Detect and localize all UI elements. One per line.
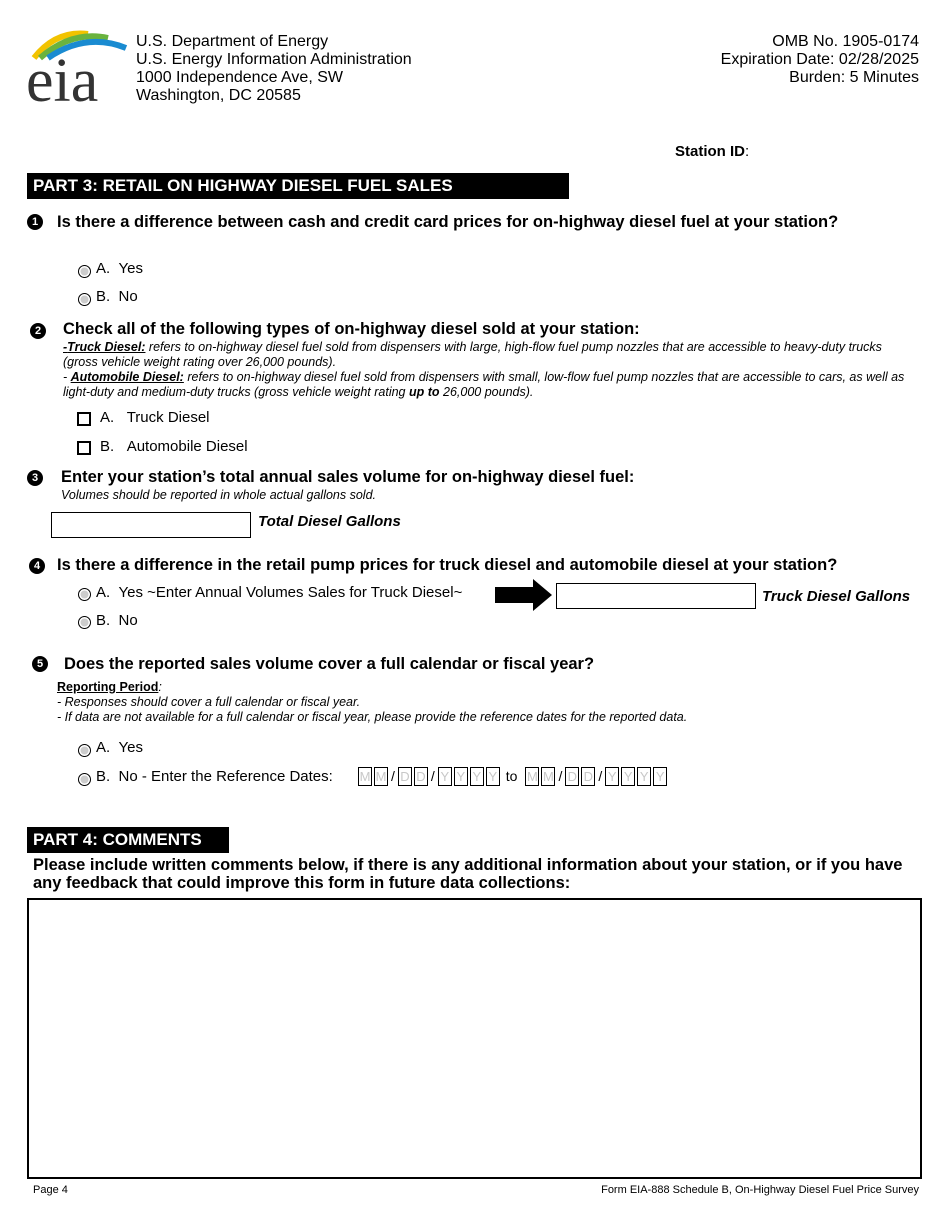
q1-text: Is there a difference between cash and credit card prices for on-highway diesel fuel at your station? <box>57 213 839 231</box>
def-term: Truck Diesel: <box>67 340 146 354</box>
def-bold: up to <box>408 385 440 399</box>
option-letter: B. <box>100 438 115 455</box>
end-day-digit[interactable]: D <box>581 767 595 786</box>
date-slash: / <box>391 768 395 784</box>
reporting-period-note: - Responses should cover a full calendar or fiscal year. <box>57 695 361 709</box>
q4-option-a <box>96 584 462 601</box>
start-month-digit[interactable]: M <box>375 769 387 784</box>
station-id <box>675 143 749 160</box>
q3-number: 3 <box>27 470 43 486</box>
omb-line: Expiration Date: 02/28/2025 <box>720 51 919 68</box>
def-text: 26,000 pounds). <box>439 385 534 399</box>
start-day-digit[interactable]: D <box>414 767 428 786</box>
agency-line: Washington, DC 20585 <box>136 87 301 104</box>
q1-option-a <box>96 260 143 277</box>
q2-option-a <box>100 409 210 426</box>
q3-note: Volumes should be reported in whole actual gallons sold. <box>61 488 377 502</box>
q1-option-b <box>96 288 138 305</box>
comments-textarea[interactable] <box>27 898 922 1179</box>
q4-option-b <box>96 612 138 629</box>
option-label: No <box>118 288 138 305</box>
def-prefix: - <box>63 370 71 384</box>
def-term: Automobile Diesel: <box>70 370 184 384</box>
option-letter: B. <box>96 768 111 785</box>
start-day-digit[interactable]: D <box>398 767 412 786</box>
form-name: Form EIA-888 Schedule B, On-Highway Diesel Fuel Price Survey <box>601 1184 919 1196</box>
total-diesel-gallons-input[interactable] <box>51 512 251 538</box>
option-letter: B. <box>96 612 111 629</box>
start-year-digit[interactable]: Y <box>438 767 452 786</box>
end-month-digit[interactable]: M <box>543 769 554 784</box>
q2-number: 2 <box>30 323 46 339</box>
q4-text: Is there a difference in the retail pump prices for truck diesel and automobile diesel at your station? <box>57 556 838 574</box>
option-letter: A. <box>100 409 115 426</box>
omb-line: Burden: 5 Minutes <box>789 69 919 86</box>
q5-number: 5 <box>32 656 48 672</box>
q2-definitions <box>63 340 913 400</box>
q5-reporting-period <box>57 680 917 725</box>
q4-option-a-radio[interactable] <box>78 588 91 601</box>
q5-option-b-radio[interactable] <box>78 773 91 786</box>
def-text: refers to on-highway diesel fuel sold from dispensers with small, low-flow fuel pump nozzles that are accessible to cars, as well as light-duty and medium-duty trucks (gross vehicle weight rating <box>63 370 905 399</box>
omb-info <box>721 33 919 87</box>
end-year-digit[interactable]: Y <box>637 767 651 786</box>
start-year-digit[interactable]: Y <box>486 767 500 786</box>
q2-option-a-checkbox[interactable] <box>77 412 91 426</box>
page-number: Page 4 <box>33 1184 68 1196</box>
end-year-digit[interactable]: Y <box>653 767 667 786</box>
arrow-right-icon <box>495 578 553 617</box>
q2-option-b-checkbox[interactable] <box>77 441 91 455</box>
end-year-digit[interactable]: Y <box>605 767 619 786</box>
option-letter: A. <box>96 260 111 277</box>
option-letter: A. <box>96 584 111 601</box>
reporting-period-note: - If data are not available for a full calendar or fiscal year, please provide the reference dates for the reported data. <box>57 710 688 724</box>
q2-option-b <box>100 438 248 455</box>
truck-diesel-gallons-label: Truck Diesel Gallons <box>762 588 911 605</box>
agency-line: 1000 Independence Ave, SW <box>136 69 343 86</box>
q5-option-b <box>96 768 333 785</box>
agency-address <box>136 33 412 105</box>
start-year-digit[interactable]: Y <box>470 767 484 786</box>
q5-text: Does the reported sales volume cover a full calendar or fiscal year? <box>64 655 595 673</box>
q4-option-b-radio[interactable] <box>78 616 91 629</box>
def-prefix: - <box>63 340 68 354</box>
agency-line: U.S. Energy Information Administration <box>136 51 412 68</box>
end-year-digit[interactable]: Y <box>621 767 635 786</box>
comments-instructions: Please include written comments below, if there is any additional information about your station, or if you have any feedback that could improve this form in future data collections: <box>33 856 903 892</box>
option-letter: B. <box>96 288 111 305</box>
q3-text: Enter your station’s total annual sales volume for on-highway diesel fuel: <box>61 468 635 486</box>
q4-number: 4 <box>29 558 45 574</box>
date-slash: / <box>430 768 435 784</box>
start-year-digit[interactable]: Y <box>454 767 468 786</box>
q1-option-b-radio[interactable] <box>78 293 91 306</box>
agency-line: U.S. Department of Energy <box>136 33 329 50</box>
option-label: No <box>118 612 138 629</box>
part3-title: PART 3: RETAIL ON HIGHWAY DIESEL FUEL SALES <box>27 173 569 199</box>
option-letter: A. <box>96 739 111 756</box>
date-slash: / <box>598 768 603 784</box>
omb-line: OMB No. 1905-0174 <box>772 33 919 50</box>
end-day-digit[interactable]: D <box>565 767 579 786</box>
reporting-period-colon: : <box>158 680 162 694</box>
station-id-label: Station ID <box>675 143 745 160</box>
q1-option-a-radio[interactable] <box>78 265 91 278</box>
part4-title: PART 4: COMMENTS <box>27 827 229 853</box>
option-label: Automobile Diesel <box>126 438 248 455</box>
option-label: Truck Diesel <box>126 409 210 426</box>
total-diesel-gallons-label: Total Diesel Gallons <box>258 513 401 530</box>
option-label: Yes <box>118 739 144 756</box>
svg-text:eia: eia <box>26 47 99 106</box>
date-to: to <box>505 768 518 784</box>
q1-number: 1 <box>27 214 43 230</box>
truck-diesel-definition <box>63 340 913 370</box>
reference-dates <box>358 767 669 786</box>
option-label: Yes ~Enter Annual Volumes Sales for Truck Diesel~ <box>118 584 463 601</box>
def-text: refers to on-highway diesel fuel sold from dispensers with large, high-flow fuel pump nozzles that are accessible to heavy-duty trucks (gross vehicle weight rating over 26,000 pounds). <box>63 340 882 369</box>
option-label: Yes <box>118 260 144 277</box>
start-month-digit[interactable]: M <box>359 769 371 784</box>
end-month-digit[interactable]: M <box>527 769 538 784</box>
station-id-colon: : <box>745 143 750 160</box>
q5-option-a-radio[interactable] <box>78 744 91 757</box>
reporting-period-label: Reporting Period <box>57 680 159 694</box>
truck-diesel-gallons-input[interactable] <box>556 583 756 609</box>
reporting-period-heading <box>57 680 917 695</box>
date-slash: / <box>558 768 563 784</box>
q5-option-a <box>96 739 143 756</box>
eia-logo <box>26 28 134 106</box>
automobile-diesel-definition <box>63 370 913 400</box>
option-label: No - Enter the Reference Dates: <box>118 768 333 785</box>
q2-text: Check all of the following types of on-highway diesel sold at your station: <box>63 320 640 338</box>
